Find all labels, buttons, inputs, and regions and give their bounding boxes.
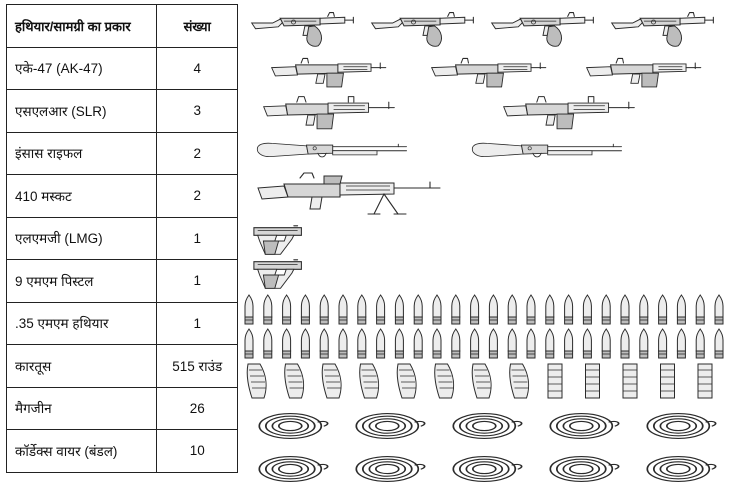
wire-bundle-item xyxy=(453,457,521,482)
ak-47-rifle-group xyxy=(246,4,742,52)
cell-count: 3 xyxy=(157,90,238,133)
mags-item xyxy=(548,364,562,398)
cell-count: 515 राउंड xyxy=(157,345,238,388)
insas-rifle-group xyxy=(260,92,735,136)
cell-type: मैगजीन xyxy=(7,387,157,430)
insas-item xyxy=(504,97,635,129)
bullets-item xyxy=(527,329,535,358)
bullets-item xyxy=(677,295,685,324)
pistols-item xyxy=(254,260,302,289)
table-row xyxy=(7,217,238,260)
cell-type: कॉर्डेक्स वायर (बंडल) xyxy=(7,430,157,473)
musket-410-group xyxy=(254,136,734,170)
table-row xyxy=(7,90,238,133)
mags-item xyxy=(397,364,416,398)
bullets-item xyxy=(283,295,291,324)
musket-icons xyxy=(254,136,734,170)
bullets-item xyxy=(339,295,347,324)
bullets-item xyxy=(471,329,479,358)
ak-47-icons xyxy=(246,4,742,52)
slr-item xyxy=(272,58,386,87)
cell-type: इंसास राइफल xyxy=(7,132,157,175)
bullets-item xyxy=(489,295,497,324)
bullets-item xyxy=(245,329,253,358)
wire-bundle-item xyxy=(259,414,327,439)
bullets-item xyxy=(715,295,723,324)
mags-item xyxy=(623,364,637,398)
table-header-row xyxy=(7,5,238,48)
table-row xyxy=(7,387,238,430)
bullets-item xyxy=(696,329,704,358)
ak-item xyxy=(252,13,354,47)
wire-bundle-item xyxy=(356,414,424,439)
bullets-item xyxy=(264,295,272,324)
bullets-item xyxy=(583,329,591,358)
cell-count: 1 xyxy=(157,260,238,303)
bullets-item xyxy=(301,329,309,358)
cell-type: एके-47 (AK-47) xyxy=(7,47,157,90)
lmg-icon xyxy=(254,170,494,222)
ak-item xyxy=(612,13,714,47)
slr-icons xyxy=(268,52,738,94)
bullets-item xyxy=(414,329,422,358)
bullets-item xyxy=(414,295,422,324)
mags-item xyxy=(698,364,712,398)
wire-bundle-icons xyxy=(244,406,744,492)
wire-bundle-item xyxy=(647,414,715,439)
mags-item xyxy=(322,364,341,398)
bullets-item xyxy=(508,295,516,324)
lmg-item xyxy=(258,173,440,214)
cell-count: 2 xyxy=(157,132,238,175)
table-row xyxy=(7,132,238,175)
cell-count: 10 xyxy=(157,430,238,473)
bullets-item xyxy=(508,329,516,358)
pistol-group xyxy=(252,222,322,292)
bullets-item xyxy=(546,295,554,324)
musket-item xyxy=(472,143,621,157)
cartridge-icons xyxy=(243,292,743,360)
bullets-item xyxy=(377,329,385,358)
table-row xyxy=(7,175,238,218)
bullets-item xyxy=(602,329,610,358)
ak-item xyxy=(492,13,594,47)
bullets-item xyxy=(358,329,366,358)
cordex-wire-group xyxy=(244,406,744,492)
cell-count: 2 xyxy=(157,175,238,218)
bullets-item xyxy=(546,329,554,358)
cell-count: 4 xyxy=(157,47,238,90)
cell-type: एलएमजी (LMG) xyxy=(7,217,157,260)
bullets-item xyxy=(677,329,685,358)
table xyxy=(6,4,238,473)
bullets-item xyxy=(471,295,479,324)
bullets-item xyxy=(283,329,291,358)
slr-rifle-group xyxy=(268,52,738,94)
table-row xyxy=(7,47,238,90)
mags-item xyxy=(435,364,454,398)
wire-bundle-item xyxy=(550,457,618,482)
table-header xyxy=(7,5,238,48)
wire-bundle-item xyxy=(550,414,618,439)
table-row xyxy=(7,302,238,345)
bullets-item xyxy=(621,329,629,358)
bullets-item xyxy=(358,295,366,324)
bullets-item xyxy=(452,329,460,358)
table-row xyxy=(7,430,238,473)
bullets-item xyxy=(452,295,460,324)
weapons-seizure-table xyxy=(6,4,238,489)
bullets-item xyxy=(433,329,441,358)
magazine-group xyxy=(244,360,744,408)
lmg-group xyxy=(254,170,494,222)
cell-type: कारतूस xyxy=(7,345,157,388)
bullets-item xyxy=(659,295,667,324)
mags-item xyxy=(586,364,600,398)
bullets-item xyxy=(264,329,272,358)
cell-type: 9 एमएम पिस्टल xyxy=(7,260,157,303)
table-body xyxy=(7,47,238,472)
cell-type: .35 एमएम हथियार xyxy=(7,302,157,345)
bullets-item xyxy=(377,295,385,324)
bullets-item xyxy=(640,329,648,358)
cartridge-group xyxy=(243,292,743,360)
magazine-icons xyxy=(244,360,744,408)
bullets-item xyxy=(320,295,328,324)
bullets-item xyxy=(433,295,441,324)
wire-bundle-item xyxy=(356,457,424,482)
mags-item xyxy=(472,364,491,398)
bullets-item xyxy=(715,329,723,358)
bullets-item xyxy=(489,329,497,358)
bullets-item xyxy=(301,295,309,324)
cell-count: 1 xyxy=(157,302,238,345)
cell-count: 26 xyxy=(157,387,238,430)
slr-item xyxy=(432,58,546,87)
bullets-item xyxy=(696,295,704,324)
weapons-illustration-panel xyxy=(240,0,745,493)
bullets-item xyxy=(565,329,573,358)
cell-type: एसएलआर (SLR) xyxy=(7,90,157,133)
insas-icons xyxy=(260,92,735,136)
musket-item xyxy=(257,143,406,157)
bullets-item xyxy=(395,295,403,324)
bullets-item xyxy=(527,295,535,324)
cell-type: 410 मस्कट xyxy=(7,175,157,218)
bullets-item xyxy=(320,329,328,358)
slr-item xyxy=(587,58,701,87)
mags-item xyxy=(285,364,304,398)
mags-item xyxy=(360,364,379,398)
pistol-icons xyxy=(252,222,322,292)
wire-bundle-item xyxy=(453,414,521,439)
mags-item xyxy=(247,364,266,398)
bullets-item xyxy=(602,295,610,324)
table-row xyxy=(7,260,238,303)
cell-count: 1 xyxy=(157,217,238,260)
bullets-item xyxy=(621,295,629,324)
bullets-item xyxy=(659,329,667,358)
pistols-item xyxy=(254,226,302,255)
bullets-item xyxy=(339,329,347,358)
bullets-item xyxy=(395,329,403,358)
insas-item xyxy=(264,97,395,129)
bullets-item xyxy=(583,295,591,324)
wire-bundle-item xyxy=(259,457,327,482)
bullets-item xyxy=(245,295,253,324)
mags-item xyxy=(510,364,529,398)
bullets-item xyxy=(640,295,648,324)
table-row xyxy=(7,345,238,388)
mags-item xyxy=(661,364,675,398)
wire-bundle-item xyxy=(647,457,715,482)
ak-item xyxy=(372,13,474,47)
column-header-type: हथियार/सामग्री का प्रकार xyxy=(7,5,157,48)
bullets-item xyxy=(565,295,573,324)
column-header-count: संख्या xyxy=(157,5,238,48)
